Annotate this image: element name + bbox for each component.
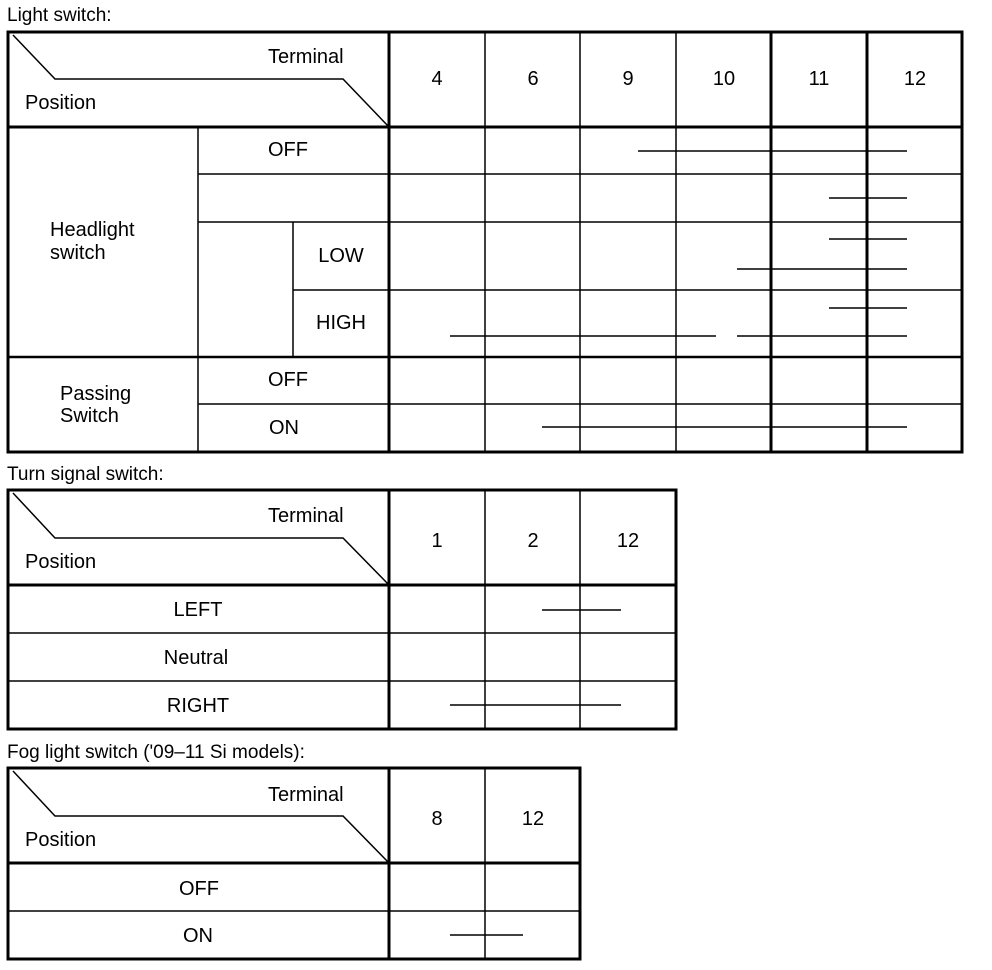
position-low-label: LOW	[318, 245, 364, 267]
headlight-switch-label: switch	[50, 242, 106, 264]
turn-terminal-label: 12	[616, 530, 640, 552]
light-terminal-label: 12	[903, 68, 927, 90]
turn-position-header: Position	[25, 551, 97, 573]
fog-light-switch-caption: Fog light switch ('09–11 Si models):	[7, 742, 305, 763]
light-terminal-label: 11	[808, 68, 830, 90]
light-switch-caption: Light switch:	[7, 5, 112, 26]
fog-position-header: Position	[25, 829, 97, 851]
turn-neutral-label: Neutral	[163, 647, 229, 669]
passing-switch-label: Passing	[60, 383, 132, 405]
fog-terminal-label: 12	[521, 808, 545, 830]
passing-switch-label: Switch	[60, 405, 119, 427]
fog-off-label: OFF	[179, 878, 219, 900]
position-off-label: OFF	[268, 139, 308, 161]
turn-right-label: RIGHT	[166, 695, 230, 717]
light-terminal-label: 10	[712, 68, 736, 90]
headlight-switch-label: Headlight	[50, 219, 135, 241]
fog-on-label: ON	[183, 925, 213, 947]
light-terminal-label: 6	[527, 68, 539, 90]
fog-terminal-label: 8	[431, 808, 443, 830]
turn-left-label: LEFT	[173, 599, 223, 621]
light-position-header: Position	[25, 92, 97, 114]
light-terminal-header: Terminal	[268, 46, 344, 68]
turn-signal-switch-caption: Turn signal switch:	[7, 464, 164, 485]
light-terminal-label: 4	[431, 68, 443, 90]
passing-on-label: ON	[269, 417, 299, 439]
passing-off-label: OFF	[268, 369, 308, 391]
turn-terminal-label: 2	[527, 530, 539, 552]
turn-terminal-header: Terminal	[268, 505, 344, 527]
position-high-label: HIGH	[316, 312, 366, 334]
turn-terminal-label: 1	[431, 530, 443, 552]
fog-terminal-header: Terminal	[268, 784, 344, 806]
light-terminal-label: 9	[622, 68, 634, 90]
